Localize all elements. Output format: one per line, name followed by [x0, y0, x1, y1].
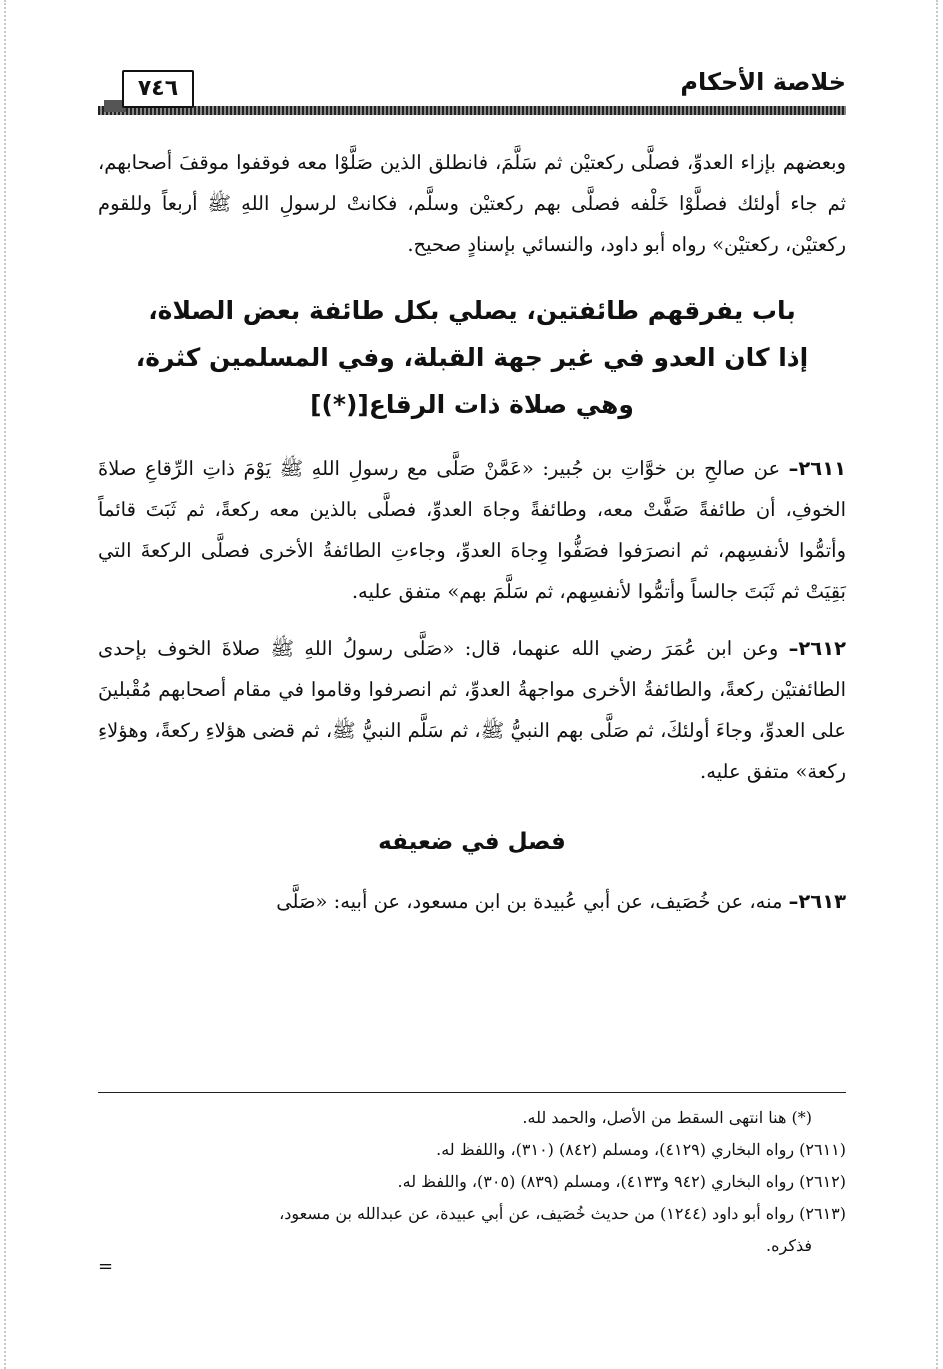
running-title: خلاصة الأحكام [680, 68, 846, 96]
hadith-text: منه، عن خُصَيف، عن أبي عُبيدة بن ابن مسعود، عن أبيه: «صَلَّى [276, 890, 783, 913]
continuation-mark: = [98, 1256, 114, 1277]
hadith-text: عن صالحِ بن خوَّاتِ بن جُبير: «عَمَّنْ صَلَّى مع رسولِ اللهِ ﷺ يَوْمَ ذاتِ الرِّقاعِ صلاةَ الخوفِ، أن طائفةً صَفَّتْ معه، وطائفةً وجاهَ العدوِّ، فصلَّى بالذين معه ركعةً، ثم ثَبَتَ قائماً وأتمُّوا لأنفسِهم، ثم انصرَفوا فصَفُّوا وِجاهَ العدوِّ، وجاءتِ الطائفةُ الأخرى فصلَّى الركعةَ التي بَقِيَتْ ثم ثَبَتَ جالساً وأتمُّوا لأنفسِهم، ثم سَلَّمَ بهم» متفق عليه. [98, 457, 846, 603]
page-number: ٧٤٦ [122, 70, 194, 108]
book-page [98, 60, 846, 1360]
intro-paragraph: وبعضهم بإزاء العدوِّ، فصلَّى ركعتيْن ثم سَلَّمَ، فانطلق الذين صَلَّوْا معه فوقفوا موقفَ أصحابهم، ثم جاء أولئك فصلَّوْا خَلْفه فصلَّى بهم ركعتيْن وسلَّم، فكانتْ لرسولِ اللهِ ﷺ أربعاً وللقوم ركعتيْن، ركعتيْن» رواه أبو داود، والنسائي بإسنادٍ صحيح. [98, 151, 846, 256]
hadith-number: ٢٦١٣– [788, 890, 846, 913]
footnote-star: (*) هنا انتهى السقط من الأصل، والحمد لله. [522, 1108, 812, 1127]
footnote-separator [98, 1092, 846, 1093]
footnote-2613-continued: فذكره. [766, 1236, 812, 1255]
body-text [98, 142, 846, 922]
chapter-heading-line-1: باب يفرقهم طائفتين، يصلي بكل طائفة بعض الصلاة، [148, 296, 796, 325]
hadith-number: ٢٦١٢– [788, 637, 846, 660]
hadith-2611 [98, 448, 846, 612]
footnotes [98, 1102, 846, 1262]
left-scan-edge [4, 0, 6, 1369]
hadith-2613 [98, 881, 846, 922]
chapter-heading-line-3: وهي صلاة ذات الرقاع[(*)] [310, 390, 634, 419]
chapter-heading [98, 287, 846, 428]
hadith-text: وعن ابن عُمَرَ رضي الله عنهما، قال: «صَلَّى رسولُ اللهِ ﷺ صلاةَ الخوف بإحدى الطائفتيْن ركعةً، والطائفةُ الأخرى مواجهةُ العدوِّ، ثم انصرفوا وقاموا في مقام أصحابهم مُقْبلينَ على العدوِّ، وجاءَ أولئكَ، ثم صَلَّى بهم النبيُّ ﷺ، ثم سَلَّم النبيُّ ﷺ، ثم قضى هؤلاءِ ركعةً، وهؤلاءِ ركعة» متفق عليه. [98, 637, 846, 783]
footnote-2611: (٢٦١١) رواه البخاري (٤١٢٩)، ومسلم (٨٤٢) (٣١٠)، واللفظ له. [436, 1140, 846, 1159]
page-header [98, 68, 846, 116]
footnote-2613: (٢٦١٣) رواه أبو داود (١٢٤٤) من حديث خُصَيف، عن أبي عبيدة، عن عبدالله بن مسعود، [279, 1204, 846, 1223]
hadith-number: ٢٦١١– [788, 457, 846, 480]
header-rule [98, 106, 846, 115]
right-scan-edge [936, 0, 938, 1369]
hadith-2612 [98, 628, 846, 792]
footnote-2612: (٢٦١٢) رواه البخاري (٩٤٢ و٤١٣٣)، ومسلم (٨٣٩) (٣٠٥)، واللفظ له. [397, 1172, 846, 1191]
section-heading: فصل في ضعيفه [378, 829, 566, 855]
chapter-heading-line-2: إذا كان العدو في غير جهة القبلة، وفي المسلمين كثرة، [135, 343, 809, 372]
